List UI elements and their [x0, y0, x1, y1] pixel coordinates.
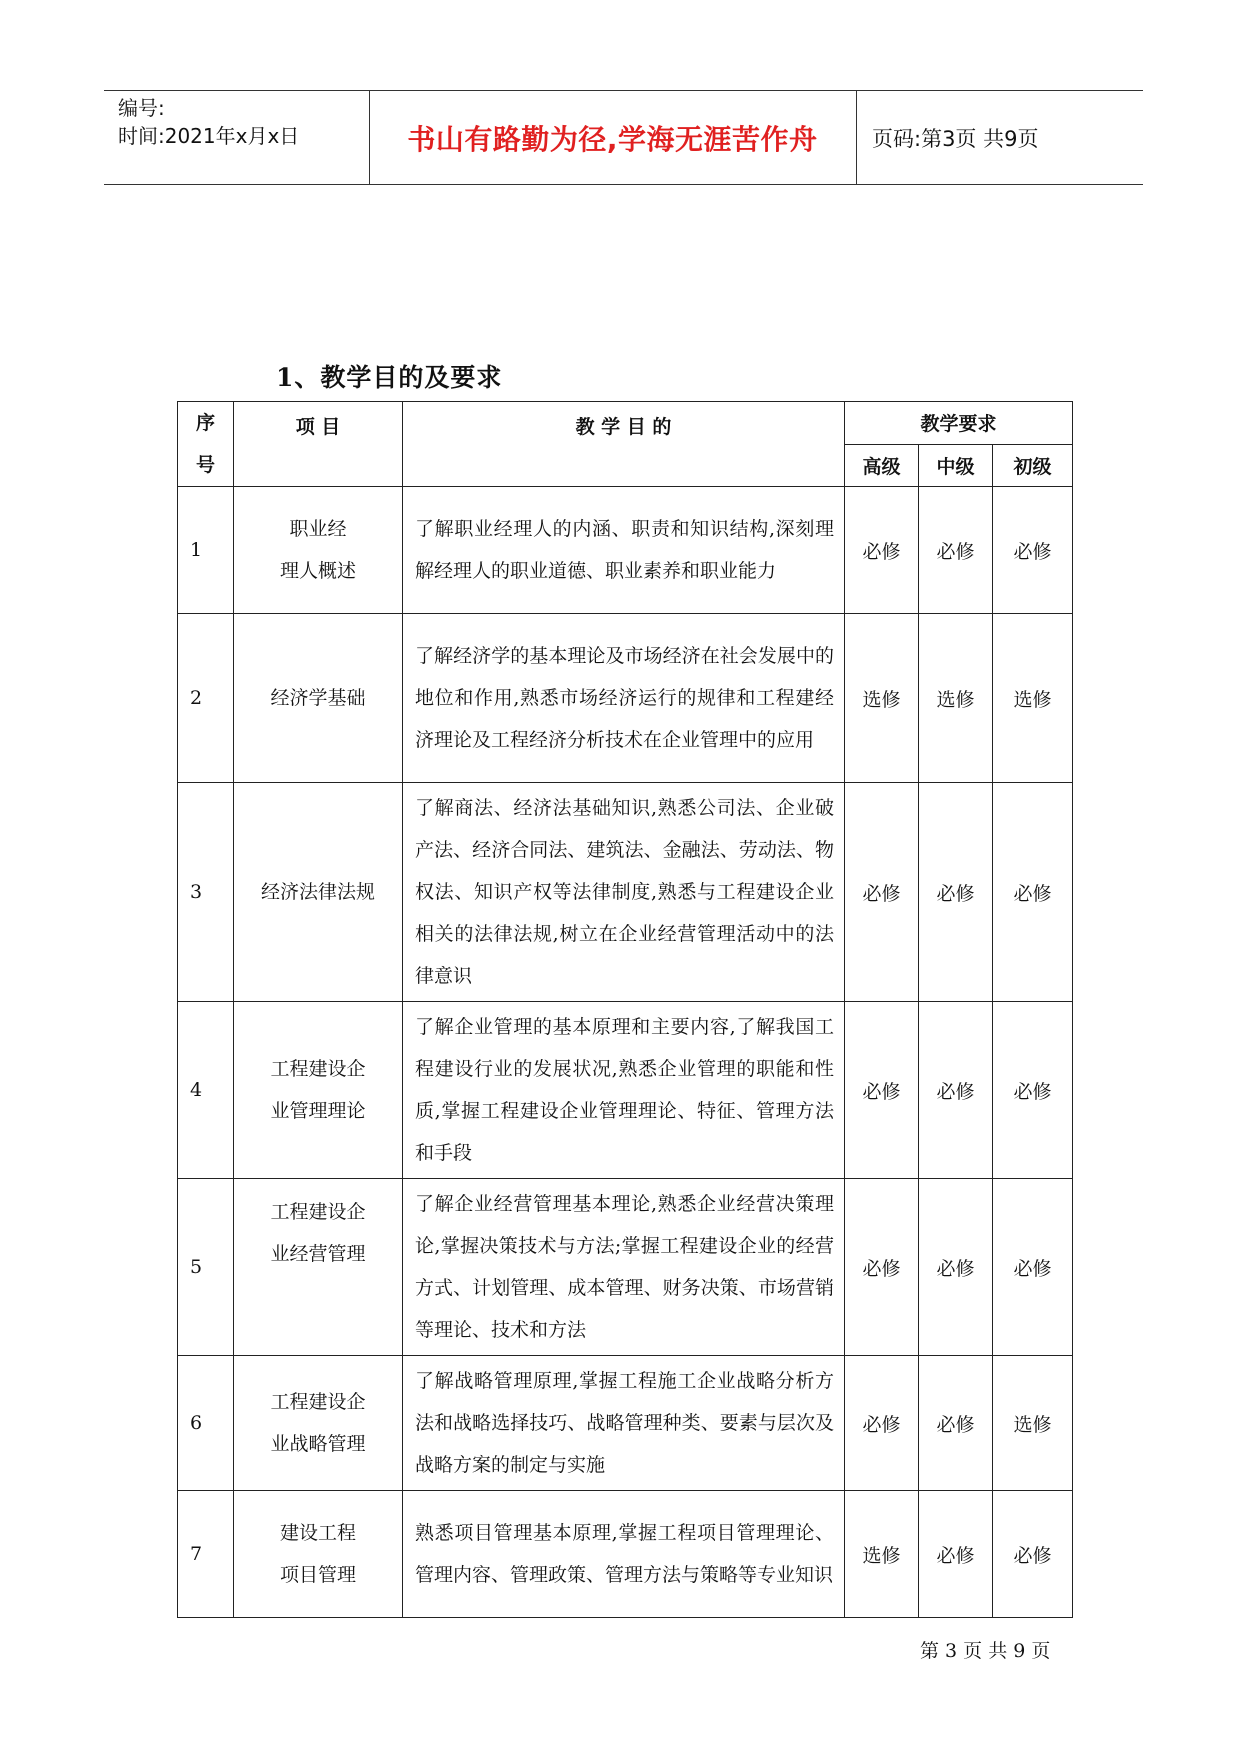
header-divider-right [856, 91, 857, 184]
row-item-line2: 理人概述 [279, 560, 356, 582]
header-goal: 教 学 目 的 [403, 402, 845, 487]
row-goal: 熟悉项目管理基本原理,掌握工程项目管理理论、管理内容、管理政策、管理方法与策略等专业知识 [403, 1491, 845, 1618]
row-senior: 选修 [845, 614, 919, 783]
row-item [234, 487, 403, 614]
header-meta [118, 91, 368, 184]
row-item-line1: 建设工程 [279, 1522, 356, 1544]
header-seq [178, 402, 234, 487]
row-item-line2: 业经营管理 [270, 1243, 366, 1265]
table-row [178, 487, 1073, 614]
row-number: 1 [178, 487, 234, 614]
row-number: 2 [178, 614, 234, 783]
header-item: 项 目 [234, 402, 403, 487]
table-row [178, 614, 1073, 783]
row-senior: 必修 [845, 1356, 919, 1491]
header-senior: 高级 [845, 444, 919, 487]
row-item [234, 614, 403, 783]
document-number-label: 编号: [118, 96, 165, 120]
row-goal: 了解职业经理人的内涵、职责和知识结构,深刻理解经理人的职业道德、职业素养和职业能力 [403, 487, 845, 614]
row-number: 7 [178, 1491, 234, 1618]
row-item-line2: 业战略管理 [270, 1433, 366, 1455]
header-page-label: 页码:第3页 共9页 [872, 126, 1039, 151]
row-senior: 必修 [845, 783, 919, 1002]
table-row [178, 783, 1073, 1002]
row-goal: 了解战略管理原理,掌握工程施工企业战略分析方法和战略选择技巧、战略管理种类、要素与层次及战略方案的制定与实施 [403, 1356, 845, 1491]
row-number: 4 [178, 1002, 234, 1179]
table-row [178, 1002, 1073, 1179]
table-row [178, 1179, 1073, 1356]
row-senior: 选修 [845, 1491, 919, 1618]
row-item-line1: 经济学基础 [270, 687, 366, 709]
row-item [234, 783, 403, 1002]
row-goal: 了解企业管理的基本原理和主要内容,了解我国工程建设行业的发展状况,熟悉企业管理的职能和性质,掌握工程建设企业管理理论、特征、管理方法和手段 [403, 1002, 845, 1179]
row-senior: 必修 [845, 487, 919, 614]
row-number: 6 [178, 1356, 234, 1491]
row-goal: 了解企业经营管理基本理论,熟悉企业经营决策理论,掌握决策技术与方法;掌握工程建设企业的经营方式、计划管理、成本管理、财务决策、市场营销等理论、技术和方法 [403, 1179, 845, 1356]
row-intermediate: 必修 [919, 487, 993, 614]
table-row [178, 1491, 1073, 1618]
row-item [234, 1491, 403, 1618]
row-item [234, 1002, 403, 1179]
row-item-line1: 工程建设企 [270, 1058, 366, 1080]
row-intermediate: 必修 [919, 783, 993, 1002]
row-item [234, 1179, 403, 1356]
row-junior: 选修 [993, 614, 1073, 783]
row-number: 3 [178, 783, 234, 1002]
row-goal: 了解商法、经济法基础知识,熟悉公司法、企业破产法、经济合同法、建筑法、金融法、劳动法、物权法、知识产权等法律制度,熟悉与工程建设企业相关的法律法规,树立在企业经营管理活动中的法律意识 [403, 783, 845, 1002]
row-junior: 必修 [993, 1491, 1073, 1618]
row-intermediate: 必修 [919, 1356, 993, 1491]
table-row [178, 1356, 1073, 1491]
row-junior: 必修 [993, 1002, 1073, 1179]
page-footer: 第 3 页 共 9 页 [920, 1640, 1051, 1662]
section-title: 1、教学目的及要求 [276, 363, 503, 392]
row-intermediate: 必修 [919, 1002, 993, 1179]
row-junior: 必修 [993, 1179, 1073, 1356]
row-senior: 必修 [845, 1002, 919, 1179]
row-item-line1: 工程建设企 [270, 1391, 366, 1413]
row-intermediate: 必修 [919, 1179, 993, 1356]
header-motto: 书山有路勤为径,学海无涯苦作舟 [407, 122, 818, 156]
header-seq-line2: 号 [195, 454, 215, 476]
row-item [234, 1356, 403, 1491]
row-item-line1: 职业经 [289, 518, 347, 540]
page-header [104, 90, 1143, 185]
header-requirement: 教学要求 [845, 402, 1073, 445]
row-junior: 必修 [993, 487, 1073, 614]
row-item-line1: 经济法律法规 [260, 881, 375, 903]
row-item-line2: 业管理理论 [270, 1100, 366, 1122]
row-number: 5 [178, 1179, 234, 1356]
header-junior: 初级 [993, 444, 1073, 487]
document-date-label: 时间:2021年x月x日 [118, 124, 300, 148]
teaching-requirements-table [177, 401, 1073, 1618]
header-seq-line1: 序 [195, 412, 215, 434]
row-item-line2: 项目管理 [279, 1564, 356, 1586]
row-intermediate: 选修 [919, 614, 993, 783]
row-item-line1: 工程建设企 [270, 1201, 366, 1223]
row-junior: 选修 [993, 1356, 1073, 1491]
row-intermediate: 必修 [919, 1491, 993, 1618]
row-senior: 必修 [845, 1179, 919, 1356]
table-header-row [178, 402, 1073, 445]
row-goal: 了解经济学的基本理论及市场经济在社会发展中的地位和作用,熟悉市场经济运行的规律和工程建经济理论及工程经济分析技术在企业管理中的应用 [403, 614, 845, 783]
header-intermediate: 中级 [919, 444, 993, 487]
row-junior: 必修 [993, 783, 1073, 1002]
